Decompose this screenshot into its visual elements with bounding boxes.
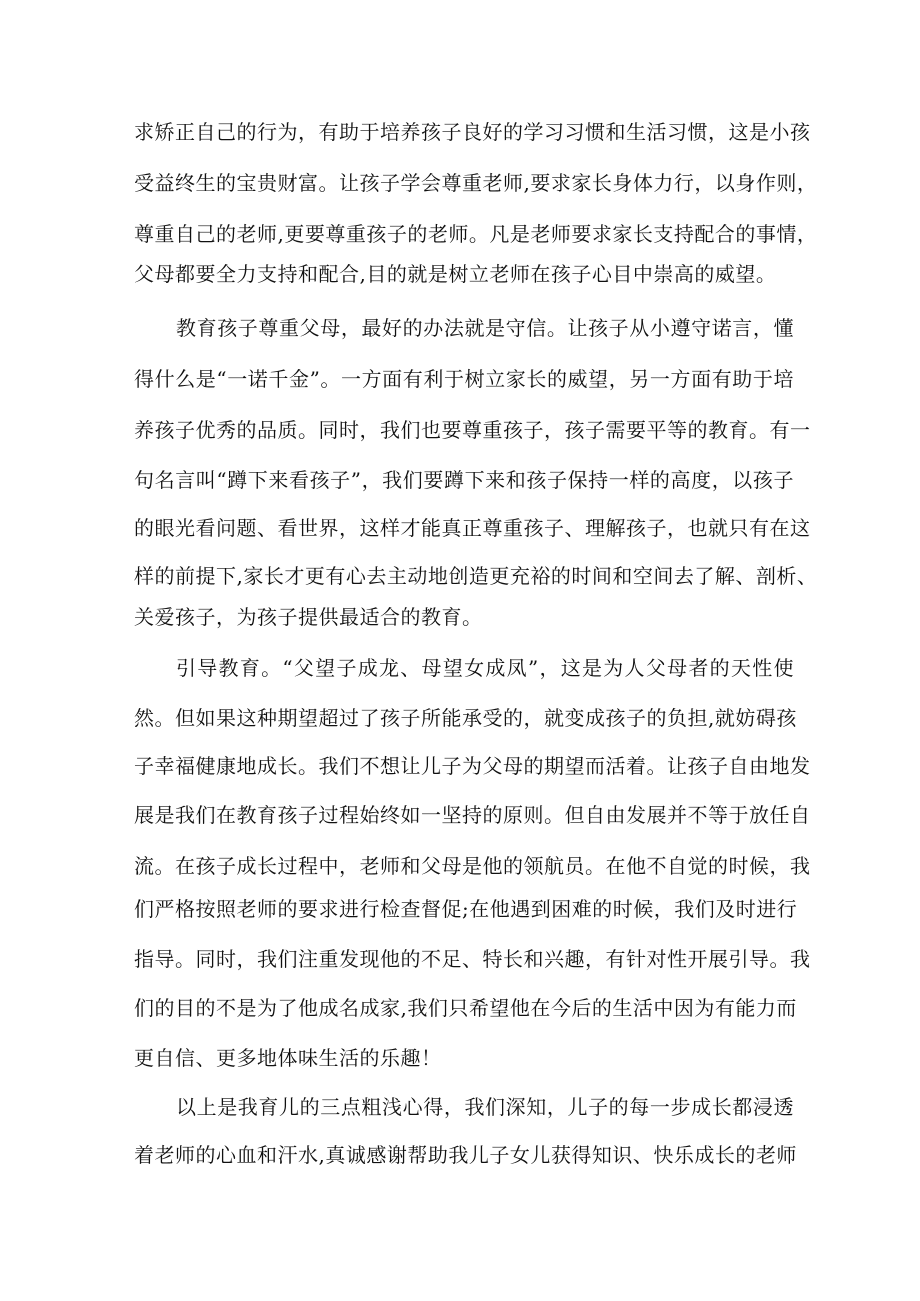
paragraph-2-line-5: 的眼光看问题、看世界，这样才能真正尊重孩子、理解孩子，也就只有在这 [134, 516, 811, 540]
paragraph-4-line-1: 以上是我育儿的三点粗浅心得，我们深知，儿子的每一步成长都浸透 [176, 1095, 794, 1119]
paragraph-3-line-6: 们严格按照老师的要求进行检查督促;在他遇到困难的时候，我们及时进行 [134, 897, 798, 921]
paragraph-3-line-7: 指导。同时，我们注重发现他的不足、特长和兴趣，有针对性开展引导。我 [134, 947, 811, 971]
paragraph-1-line-2: 受益终生的宝贵财富。让孩子学会尊重老师,要求家长身体力行，以身作则， [134, 171, 818, 195]
paragraph-2-line-4: 句名言叫“蹲下来看孩子”，我们要蹲下来和孩子保持一样的高度，以孩子 [134, 468, 794, 492]
paragraph-1-line-4: 父母都要全力支持和配合,目的就是树立老师在孩子心目中崇高的威望。 [134, 262, 777, 286]
paragraph-2-line-7: 关爱孩子，为孩子提供最适合的教育。 [134, 605, 483, 629]
paragraph-3-line-9: 更自信、更多地体味生活的乐趣！ [134, 1046, 442, 1070]
paragraph-2-line-3: 养孩子优秀的品质。同时，我们也要尊重孩子，孩子需要平等的教育。有一 [134, 418, 811, 442]
paragraph-2-line-2: 得什么是“一诺千金”。一方面有利于树立家长的威望，另一方面有助于培 [134, 367, 794, 391]
paragraph-3-line-4: 展是我们在教育孩子过程始终如一坚持的原则。但自由发展并不等于放任自 [134, 803, 811, 827]
paragraph-2-line-6: 样的前提下,家长才更有心去主动地创造更充裕的时间和空间去了解、剖析、 [134, 564, 818, 588]
paragraph-3-line-1: 引导教育。“父望子成龙、母望女成凤”，这是为人父母者的天性使 [176, 656, 794, 680]
paragraph-3-line-2: 然。但如果这种期望超过了孩子所能承受的，就变成孩子的负担,就妨碍孩 [134, 706, 797, 730]
paragraph-1-line-1: 求矫正自己的行为，有助于培养孩子良好的学习习惯和生活习惯，这是小孩 [134, 120, 811, 144]
paragraph-2-line-1: 教育孩子尊重父母，最好的办法就是守信。让孩子从小遵守诺言，懂 [176, 316, 794, 340]
paragraph-4-line-2: 着老师的心血和汗水,真诚感谢帮助我儿子女儿获得知识、快乐成长的老师 [134, 1143, 797, 1167]
paragraph-1-line-3: 尊重自己的老师,更要尊重孩子的老师。凡是老师要求家长支持配合的事情， [134, 222, 818, 246]
paragraph-3-line-8: 们的目的不是为了他成名成家,我们只希望他在今后的生活中因为有能力而 [134, 996, 797, 1020]
paragraph-3-line-5: 流。在孩子成长过程中，老师和父母是他的领航员。在他不自觉的时候，我 [134, 854, 811, 878]
paragraph-3-line-3: 子幸福健康地成长。我们不想让儿子为父母的期望而活着。让孩子自由地发 [134, 754, 811, 778]
